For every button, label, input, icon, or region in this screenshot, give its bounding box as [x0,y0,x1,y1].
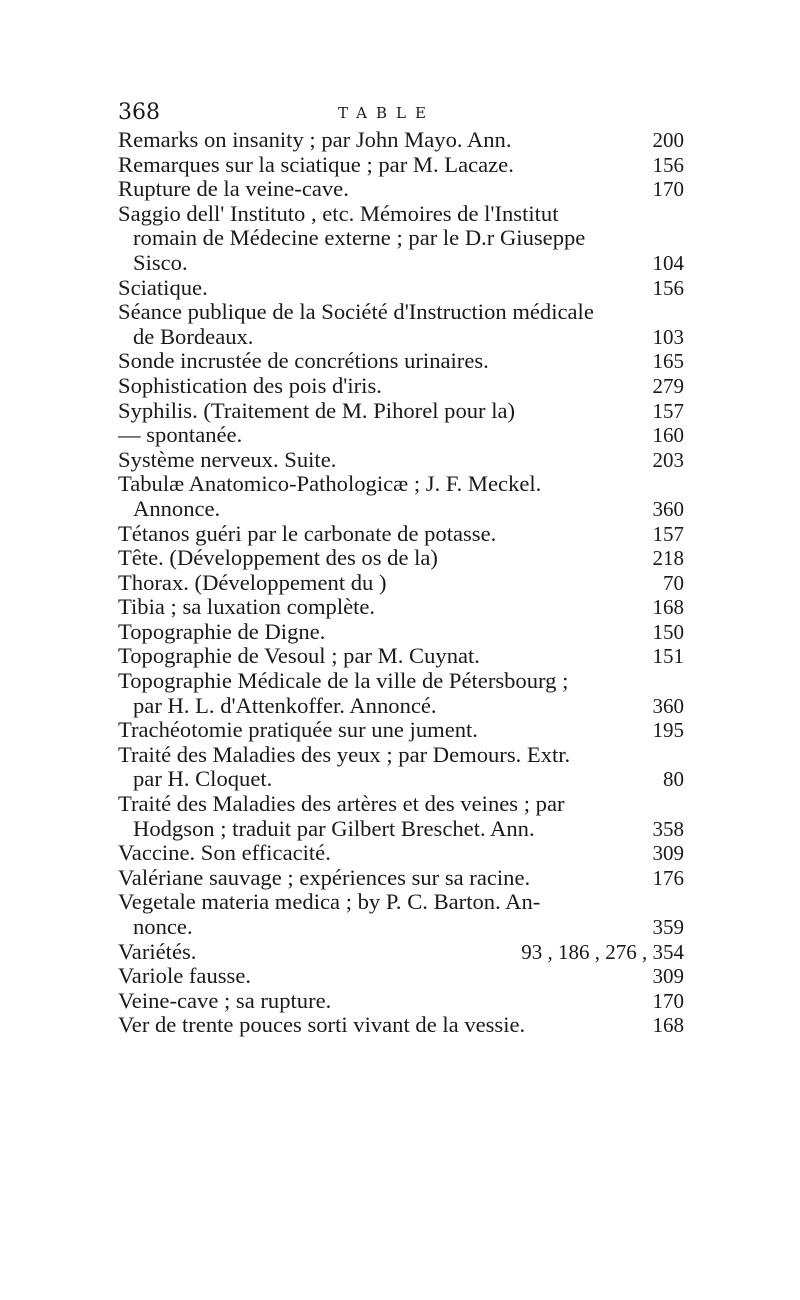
entry-line: par H. Cloquet. [133,767,273,792]
index-entry [118,964,684,989]
entry-line: Sciatique. [118,275,208,300]
entry-page-ref: 176 [647,866,685,891]
index-entry [118,841,684,866]
entry-line: Syphilis. (Traitement de M. Pihorel pour la) [118,398,516,423]
index-entry [118,718,684,743]
entry-line: romain de Médecine externe ; par le D.r Giuseppe [133,226,586,251]
index-entry [118,743,684,792]
index-entry [118,128,684,153]
entry-line: Saggio dell' Instituto , etc. Mémoires de l'Institut [118,201,559,226]
entry-line: Traité des Maladies des artères et des veines ; par [118,792,565,817]
index-entry [118,153,684,178]
entry-line: Variétés. [118,939,197,964]
entry-page-ref: 170 [647,989,685,1014]
entry-page-ref: 203 [647,448,685,473]
index-entry [118,423,684,448]
entry-line: Annonce. [133,496,221,521]
entry-page-ref: 104 [647,251,685,276]
entry-line: Variole fausse. [118,964,252,989]
entry-page-ref: 150 [647,620,685,645]
index-entry [118,374,684,399]
entry-line: Trachéotomie pratiquée sur une jument. [118,718,478,743]
index-entry [118,399,684,424]
entry-line: Veine-cave ; sa rupture. [118,988,332,1013]
entry-page-ref: 151 [647,644,685,669]
entry-line: Remarks on insanity ; par John Mayo. Ann. [118,128,512,152]
entry-line: Remarques sur la sciatique ; par M. Lacaze. [118,152,514,177]
entry-line: Rupture de la veine-cave. [118,177,349,202]
entry-page-ref: 156 [647,276,685,301]
entry-line: Topographie de Digne. [118,619,326,644]
entry-page-ref: 93 , 186 , 276 , 354 [515,940,684,965]
entry-page-ref: 168 [647,595,685,620]
index-entry [118,349,684,374]
index-entry [118,202,684,276]
entry-page-ref: 309 [647,841,685,866]
entry-line: nonce. [133,915,193,939]
entry-page-ref: 358 [647,817,685,842]
entry-page-ref: 160 [647,423,685,448]
entry-line: de Bordeaux. [133,324,254,349]
index-entry [118,940,684,965]
entry-line: Ver de trente pouces sorti vivant de la vessie. [118,1013,526,1038]
index-entry [118,669,684,718]
entry-line: — spontanée. [118,423,243,448]
index-entry [118,546,684,571]
entry-line: Vaccine. Son efficacité. [118,841,331,866]
index-entry [118,522,684,547]
entry-line: Tétanos guéri par le carbonate de potasse. [118,521,497,546]
entry-page-ref: 309 [647,964,685,989]
entry-line: Topographie de Vesoul ; par M. Cuynat. [118,644,480,669]
entry-line: Sonde incrustée de concrétions urinaires. [118,349,489,374]
entry-line: Hodgson ; traduit par Gilbert Breschet. Ann. [133,816,535,841]
index-entry [118,620,684,645]
entry-line: Tibia ; sa luxation complète. [118,595,376,620]
index-entry [118,300,684,349]
index-entry [118,644,684,669]
entry-line: Thorax. (Développement du ) [118,570,387,595]
page-number: 368 [118,100,160,125]
entry-line: Vegetale materia medica ; by P. C. Barton. An- [118,890,541,915]
entry-page-ref: 359 [647,915,685,940]
entry-line: par H. L. d'Attenkoffer. Annoncé. [133,693,437,718]
index-entry [118,890,684,939]
entry-page-ref: 80 [657,767,684,792]
entry-line: Tabulæ Anatomico-Pathologicæ ; J. F. Meckel. [118,472,542,497]
index-entry [118,276,684,301]
entry-line: Système nerveux. Suite. [118,447,337,472]
index-entry [118,177,684,202]
entry-line: Séance publique de la Société d'Instruction médicale [118,300,594,325]
index-entry [118,1013,684,1038]
index-entry [118,866,684,891]
entry-page-ref: 218 [647,546,685,571]
index-entry [118,792,684,841]
index-entry [118,448,684,473]
entry-page-ref: 157 [647,399,685,424]
entry-page-ref: 360 [647,497,685,522]
entry-line: Sisco. [133,250,188,275]
running-head: TABLE [338,104,435,122]
index-entries [118,128,684,1038]
index-entry [118,989,684,1014]
index-entry [118,571,684,596]
entry-page-ref: 279 [647,374,685,399]
entry-page-ref: 70 [657,571,684,596]
entry-page-ref: 103 [647,325,685,350]
entry-line: Topographie Médicale de la ville de Pétersbourg ; [118,669,569,694]
entry-page-ref: 156 [647,153,685,178]
entry-page-ref: 195 [647,718,685,743]
entry-page-ref: 360 [647,694,685,719]
entry-line: Valériane sauvage ; expériences sur sa racine. [118,865,531,890]
page-header [118,100,684,130]
entry-line: Traité des Maladies des yeux ; par Demours. Extr. [118,742,571,767]
entry-page-ref: 200 [647,128,685,153]
index-entry [118,595,684,620]
entry-line: Tête. (Développement des os de la) [118,546,438,571]
index-entry [118,472,684,521]
entry-line: Sophistication des pois d'iris. [118,373,382,398]
entry-page-ref: 165 [647,349,685,374]
entry-page-ref: 157 [647,522,685,547]
entry-page-ref: 168 [647,1013,685,1038]
entry-page-ref: 170 [647,177,685,202]
